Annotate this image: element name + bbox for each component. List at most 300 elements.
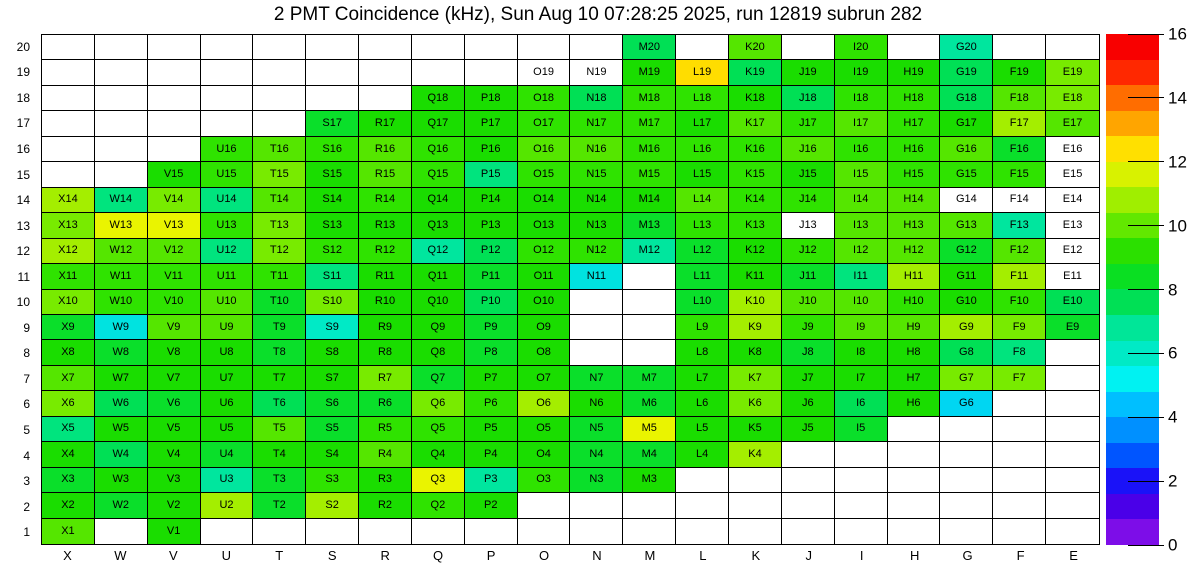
grid-cell: O4 <box>518 442 571 467</box>
grid-cell <box>835 519 888 544</box>
grid-cell <box>1046 442 1099 467</box>
grid-cell <box>42 137 95 162</box>
grid-cell <box>1046 391 1099 416</box>
grid-cell: H14 <box>888 188 941 213</box>
grid-cell: W5 <box>95 417 148 442</box>
grid-cell: L13 <box>676 213 729 238</box>
grid-cell: U6 <box>201 391 254 416</box>
grid-cell <box>835 493 888 518</box>
grid-cell <box>782 442 835 467</box>
grid-cell: J14 <box>782 188 835 213</box>
grid-cell: K19 <box>729 60 782 85</box>
grid-cell: T7 <box>253 366 306 391</box>
grid-cell: M4 <box>623 442 676 467</box>
grid-cell: J13 <box>782 213 835 238</box>
grid-cell: N19 <box>570 60 623 85</box>
grid-cell: U11 <box>201 264 254 289</box>
grid-cell <box>888 442 941 467</box>
grid-cell: R7 <box>359 366 412 391</box>
grid-cell: R12 <box>359 239 412 264</box>
colorbar-band <box>1106 264 1159 290</box>
grid-cell <box>888 493 941 518</box>
x-axis-tick-label: W <box>114 548 127 563</box>
grid-cell <box>95 111 148 136</box>
grid-cell <box>676 468 729 493</box>
grid-cell: F19 <box>993 60 1046 85</box>
grid-cell: X12 <box>42 239 95 264</box>
grid-cell: V9 <box>148 315 201 340</box>
grid-cell: G8 <box>940 340 993 365</box>
grid-cell: J18 <box>782 86 835 111</box>
grid-cell: F18 <box>993 86 1046 111</box>
grid-cell: X5 <box>42 417 95 442</box>
x-axis-tick-label: M <box>644 548 656 563</box>
grid-cell <box>1046 35 1099 60</box>
grid-cell <box>306 60 359 85</box>
grid-cell: V7 <box>148 366 201 391</box>
y-axis-tick-label: 8 <box>23 346 30 361</box>
x-axis-tick-label: O <box>538 548 550 563</box>
grid-cell: T13 <box>253 213 306 238</box>
grid-cell: S4 <box>306 442 359 467</box>
grid-cell <box>253 35 306 60</box>
grid-cell: I16 <box>835 137 888 162</box>
grid-cell: K5 <box>729 417 782 442</box>
grid-cell: S2 <box>306 493 359 518</box>
grid-cell: J8 <box>782 340 835 365</box>
grid-cell: M14 <box>623 188 676 213</box>
grid-cell <box>623 315 676 340</box>
grid-cell <box>148 137 201 162</box>
y-axis-tick-label: 20 <box>16 39 30 54</box>
grid-cell: G10 <box>940 290 993 315</box>
colorbar-band <box>1106 443 1159 469</box>
grid-cell <box>623 264 676 289</box>
grid-cell: X6 <box>42 391 95 416</box>
grid-cell: E15 <box>1046 162 1099 187</box>
y-axis-tick-label: 3 <box>23 474 30 489</box>
grid-cell <box>201 519 254 544</box>
grid-cell: R6 <box>359 391 412 416</box>
grid-cell: E9 <box>1046 315 1099 340</box>
grid-cell: Q11 <box>412 264 465 289</box>
grid-cell: U15 <box>201 162 254 187</box>
grid-cell: R16 <box>359 137 412 162</box>
grid-cell <box>518 493 571 518</box>
grid-cell: G7 <box>940 366 993 391</box>
grid-cell: S10 <box>306 290 359 315</box>
colorbar-band <box>1106 341 1159 367</box>
grid-cell <box>201 35 254 60</box>
grid-cell: H13 <box>888 213 941 238</box>
grid-cell: I12 <box>835 239 888 264</box>
grid-cell <box>623 340 676 365</box>
grid-cell <box>95 519 148 544</box>
grid-cell: H16 <box>888 137 941 162</box>
grid-cell: F12 <box>993 239 1046 264</box>
grid-cell <box>1046 366 1099 391</box>
grid-cell: M5 <box>623 417 676 442</box>
y-axis-labels <box>0 34 35 545</box>
grid-cell: I10 <box>835 290 888 315</box>
grid-cell: E13 <box>1046 213 1099 238</box>
grid-cell: G17 <box>940 111 993 136</box>
grid-cell: J5 <box>782 417 835 442</box>
grid-cell: G12 <box>940 239 993 264</box>
grid-cell: S11 <box>306 264 359 289</box>
x-axis-tick-label: H <box>909 548 920 563</box>
grid-cell: R3 <box>359 468 412 493</box>
grid-cell: F10 <box>993 290 1046 315</box>
grid-cell: E18 <box>1046 86 1099 111</box>
grid-cell: X3 <box>42 468 95 493</box>
grid-cell <box>993 493 1046 518</box>
grid-cell: K9 <box>729 315 782 340</box>
grid-cell <box>95 162 148 187</box>
grid-cell <box>359 35 412 60</box>
grid-cell: H15 <box>888 162 941 187</box>
grid-cell <box>729 468 782 493</box>
grid-cell: I13 <box>835 213 888 238</box>
grid-cell: O6 <box>518 391 571 416</box>
grid-cell <box>1046 519 1099 544</box>
grid-cell: P5 <box>465 417 518 442</box>
grid-cell: I18 <box>835 86 888 111</box>
grid-cell: M20 <box>623 35 676 60</box>
grid-cell: N12 <box>570 239 623 264</box>
grid-cell <box>888 35 941 60</box>
grid-cell: S5 <box>306 417 359 442</box>
grid-cell <box>940 519 993 544</box>
grid-cell: V6 <box>148 391 201 416</box>
colorbar-band <box>1106 289 1159 315</box>
grid-cell: K17 <box>729 111 782 136</box>
grid-cell: K10 <box>729 290 782 315</box>
grid-cell: X2 <box>42 493 95 518</box>
grid-cell: Q3 <box>412 468 465 493</box>
grid-cell: O9 <box>518 315 571 340</box>
grid-cell: K14 <box>729 188 782 213</box>
grid-cell: L17 <box>676 111 729 136</box>
grid-cell <box>570 519 623 544</box>
grid-cell: Q4 <box>412 442 465 467</box>
colorbar-band <box>1106 238 1159 264</box>
grid-cell <box>95 60 148 85</box>
grid-cell <box>253 111 306 136</box>
colorbar-tick-label: 6 <box>1168 343 1178 363</box>
grid-cell: F17 <box>993 111 1046 136</box>
grid-cell: P12 <box>465 239 518 264</box>
grid-cell: R9 <box>359 315 412 340</box>
grid-cell: E10 <box>1046 290 1099 315</box>
grid-cell <box>782 35 835 60</box>
grid-cell: P17 <box>465 111 518 136</box>
grid-cell: P18 <box>465 86 518 111</box>
grid-cell: H18 <box>888 86 941 111</box>
colorbar-band <box>1106 519 1159 545</box>
grid-cell: V5 <box>148 417 201 442</box>
grid-cell: W14 <box>95 188 148 213</box>
grid-cell <box>201 111 254 136</box>
grid-cell: L15 <box>676 162 729 187</box>
grid-cell: K11 <box>729 264 782 289</box>
colorbar-tick-label: 0 <box>1168 535 1178 555</box>
grid-cell: J11 <box>782 264 835 289</box>
grid-cell <box>253 86 306 111</box>
grid-cell: E11 <box>1046 264 1099 289</box>
grid-cell: R10 <box>359 290 412 315</box>
colorbar-band <box>1106 494 1159 520</box>
grid-cell: X9 <box>42 315 95 340</box>
grid-cell: I17 <box>835 111 888 136</box>
grid-cell <box>253 519 306 544</box>
grid-cell: O3 <box>518 468 571 493</box>
x-axis-tick-label: N <box>592 548 602 563</box>
grid-cell: L10 <box>676 290 729 315</box>
grid-cell: Q10 <box>412 290 465 315</box>
x-axis-tick-label: S <box>327 548 337 563</box>
y-axis-tick-label: 10 <box>16 295 30 310</box>
colorbar-band <box>1106 136 1159 162</box>
y-axis-tick-label: 17 <box>16 116 30 131</box>
grid-cell: R8 <box>359 340 412 365</box>
grid-cell <box>148 111 201 136</box>
grid-cell <box>95 35 148 60</box>
grid-cell: W8 <box>95 340 148 365</box>
grid-cell: K6 <box>729 391 782 416</box>
grid-cell <box>201 86 254 111</box>
grid-cell: S12 <box>306 239 359 264</box>
grid-cell: E12 <box>1046 239 1099 264</box>
grid-cell: U7 <box>201 366 254 391</box>
grid-cell <box>412 60 465 85</box>
grid-cell: U16 <box>201 137 254 162</box>
grid-cell: V10 <box>148 290 201 315</box>
grid-cell <box>1046 340 1099 365</box>
colorbar-band <box>1106 392 1159 418</box>
grid-cell: O5 <box>518 417 571 442</box>
grid-cell: J10 <box>782 290 835 315</box>
grid-cell: K8 <box>729 340 782 365</box>
grid-cell: X7 <box>42 366 95 391</box>
grid-cell: P8 <box>465 340 518 365</box>
grid-cell: O14 <box>518 188 571 213</box>
grid-cell: P7 <box>465 366 518 391</box>
colorbar-band <box>1106 187 1159 213</box>
grid-cell: J15 <box>782 162 835 187</box>
grid-cell <box>993 442 1046 467</box>
grid-cell: K13 <box>729 213 782 238</box>
grid-cell: V8 <box>148 340 201 365</box>
grid-cell: E19 <box>1046 60 1099 85</box>
grid-cell: W3 <box>95 468 148 493</box>
grid-cell: U10 <box>201 290 254 315</box>
grid-cell: N11 <box>570 264 623 289</box>
grid-cell: V12 <box>148 239 201 264</box>
grid-cell: Q16 <box>412 137 465 162</box>
grid-cell: I8 <box>835 340 888 365</box>
grid-cell: T14 <box>253 188 306 213</box>
grid-cell: V13 <box>148 213 201 238</box>
grid-cell: L8 <box>676 340 729 365</box>
heatmap-grid <box>41 34 1100 545</box>
grid-cell: L6 <box>676 391 729 416</box>
grid-cell <box>42 111 95 136</box>
y-axis-tick-label: 4 <box>23 448 30 463</box>
x-axis-tick-label: T <box>275 548 284 563</box>
grid-cell: V4 <box>148 442 201 467</box>
grid-cell: G16 <box>940 137 993 162</box>
grid-cell <box>993 519 1046 544</box>
grid-cell: Q14 <box>412 188 465 213</box>
grid-cell: Q13 <box>412 213 465 238</box>
grid-cell: X8 <box>42 340 95 365</box>
grid-cell: U12 <box>201 239 254 264</box>
grid-cell: V11 <box>148 264 201 289</box>
grid-cell: P14 <box>465 188 518 213</box>
grid-cell: N15 <box>570 162 623 187</box>
x-axis-tick-label: X <box>63 548 72 563</box>
grid-cell: L5 <box>676 417 729 442</box>
grid-cell: S16 <box>306 137 359 162</box>
grid-cell <box>835 442 888 467</box>
grid-cell: G15 <box>940 162 993 187</box>
grid-cell: I11 <box>835 264 888 289</box>
grid-cell: P6 <box>465 391 518 416</box>
grid-cell: F15 <box>993 162 1046 187</box>
grid-cell <box>782 468 835 493</box>
y-axis-tick-label: 12 <box>16 244 30 259</box>
grid-cell: K18 <box>729 86 782 111</box>
grid-cell <box>940 417 993 442</box>
grid-cell: I14 <box>835 188 888 213</box>
grid-cell: K20 <box>729 35 782 60</box>
colorbar-tick-label: 8 <box>1168 280 1178 299</box>
grid-cell <box>993 417 1046 442</box>
grid-cell <box>465 35 518 60</box>
grid-cell: O8 <box>518 340 571 365</box>
grid-cell: S14 <box>306 188 359 213</box>
grid-cell: Q18 <box>412 86 465 111</box>
grid-cell: W10 <box>95 290 148 315</box>
x-axis-tick-label: E <box>1069 548 1078 563</box>
grid-cell: J6 <box>782 391 835 416</box>
x-axis-tick-label: V <box>169 548 178 563</box>
x-axis-tick-label: U <box>221 548 232 563</box>
grid-cell: Q7 <box>412 366 465 391</box>
x-axis-tick-label: L <box>699 548 707 563</box>
grid-cell: P9 <box>465 315 518 340</box>
grid-cell: Q8 <box>412 340 465 365</box>
grid-cell: I19 <box>835 60 888 85</box>
grid-cell: T2 <box>253 493 306 518</box>
grid-cell: T5 <box>253 417 306 442</box>
grid-cell <box>359 86 412 111</box>
grid-cell: F14 <box>993 188 1046 213</box>
grid-cell <box>412 35 465 60</box>
grid-cell: H9 <box>888 315 941 340</box>
grid-cell <box>306 86 359 111</box>
x-axis-tick-label: K <box>751 548 761 563</box>
grid-cell: L19 <box>676 60 729 85</box>
grid-cell: H6 <box>888 391 941 416</box>
grid-cell: K12 <box>729 239 782 264</box>
grid-cell: Q9 <box>412 315 465 340</box>
grid-cell: N5 <box>570 417 623 442</box>
grid-cell: R11 <box>359 264 412 289</box>
grid-cell: O12 <box>518 239 571 264</box>
grid-cell: U3 <box>201 468 254 493</box>
grid-cell <box>940 493 993 518</box>
grid-cell: U13 <box>201 213 254 238</box>
grid-cell: P2 <box>465 493 518 518</box>
grid-cell: H11 <box>888 264 941 289</box>
grid-cell <box>888 468 941 493</box>
grid-cell: K16 <box>729 137 782 162</box>
grid-cell: L7 <box>676 366 729 391</box>
y-axis-tick-label: 13 <box>16 218 30 233</box>
grid-cell <box>940 468 993 493</box>
grid-cell: N14 <box>570 188 623 213</box>
grid-cell: S6 <box>306 391 359 416</box>
x-axis-tick-label: Q <box>433 548 444 563</box>
grid-cell: P4 <box>465 442 518 467</box>
y-axis-tick-label: 5 <box>23 422 30 437</box>
grid-cell: P10 <box>465 290 518 315</box>
grid-cell: W11 <box>95 264 148 289</box>
grid-cell <box>412 519 465 544</box>
grid-cell: H12 <box>888 239 941 264</box>
grid-cell: S8 <box>306 340 359 365</box>
grid-cell: R4 <box>359 442 412 467</box>
grid-cell: M18 <box>623 86 676 111</box>
grid-cell: J17 <box>782 111 835 136</box>
grid-cell <box>940 442 993 467</box>
grid-cell: U9 <box>201 315 254 340</box>
grid-cell: H7 <box>888 366 941 391</box>
grid-cell <box>465 519 518 544</box>
grid-cell: T11 <box>253 264 306 289</box>
grid-cell <box>676 519 729 544</box>
grid-cell: G11 <box>940 264 993 289</box>
colorbar-band <box>1106 111 1159 137</box>
grid-cell: T6 <box>253 391 306 416</box>
grid-cell <box>95 86 148 111</box>
grid-cell: S15 <box>306 162 359 187</box>
grid-cell: I5 <box>835 417 888 442</box>
grid-cell: M6 <box>623 391 676 416</box>
colorbar <box>1106 34 1159 545</box>
grid-cell: F9 <box>993 315 1046 340</box>
x-axis-tick-label: P <box>486 548 496 563</box>
grid-cell: Q2 <box>412 493 465 518</box>
grid-cell: M15 <box>623 162 676 187</box>
grid-cell: I20 <box>835 35 888 60</box>
grid-cell: M16 <box>623 137 676 162</box>
grid-cell <box>518 519 571 544</box>
grid-cell: W13 <box>95 213 148 238</box>
grid-cell: E16 <box>1046 137 1099 162</box>
grid-cell: T16 <box>253 137 306 162</box>
y-axis-tick-label: 18 <box>16 90 30 105</box>
x-axis-tick-label: J <box>805 548 813 563</box>
grid-cell: X10 <box>42 290 95 315</box>
grid-cell <box>148 60 201 85</box>
grid-cell: O16 <box>518 137 571 162</box>
grid-cell <box>888 519 941 544</box>
colorbar-band <box>1106 85 1159 111</box>
grid-cell: U5 <box>201 417 254 442</box>
